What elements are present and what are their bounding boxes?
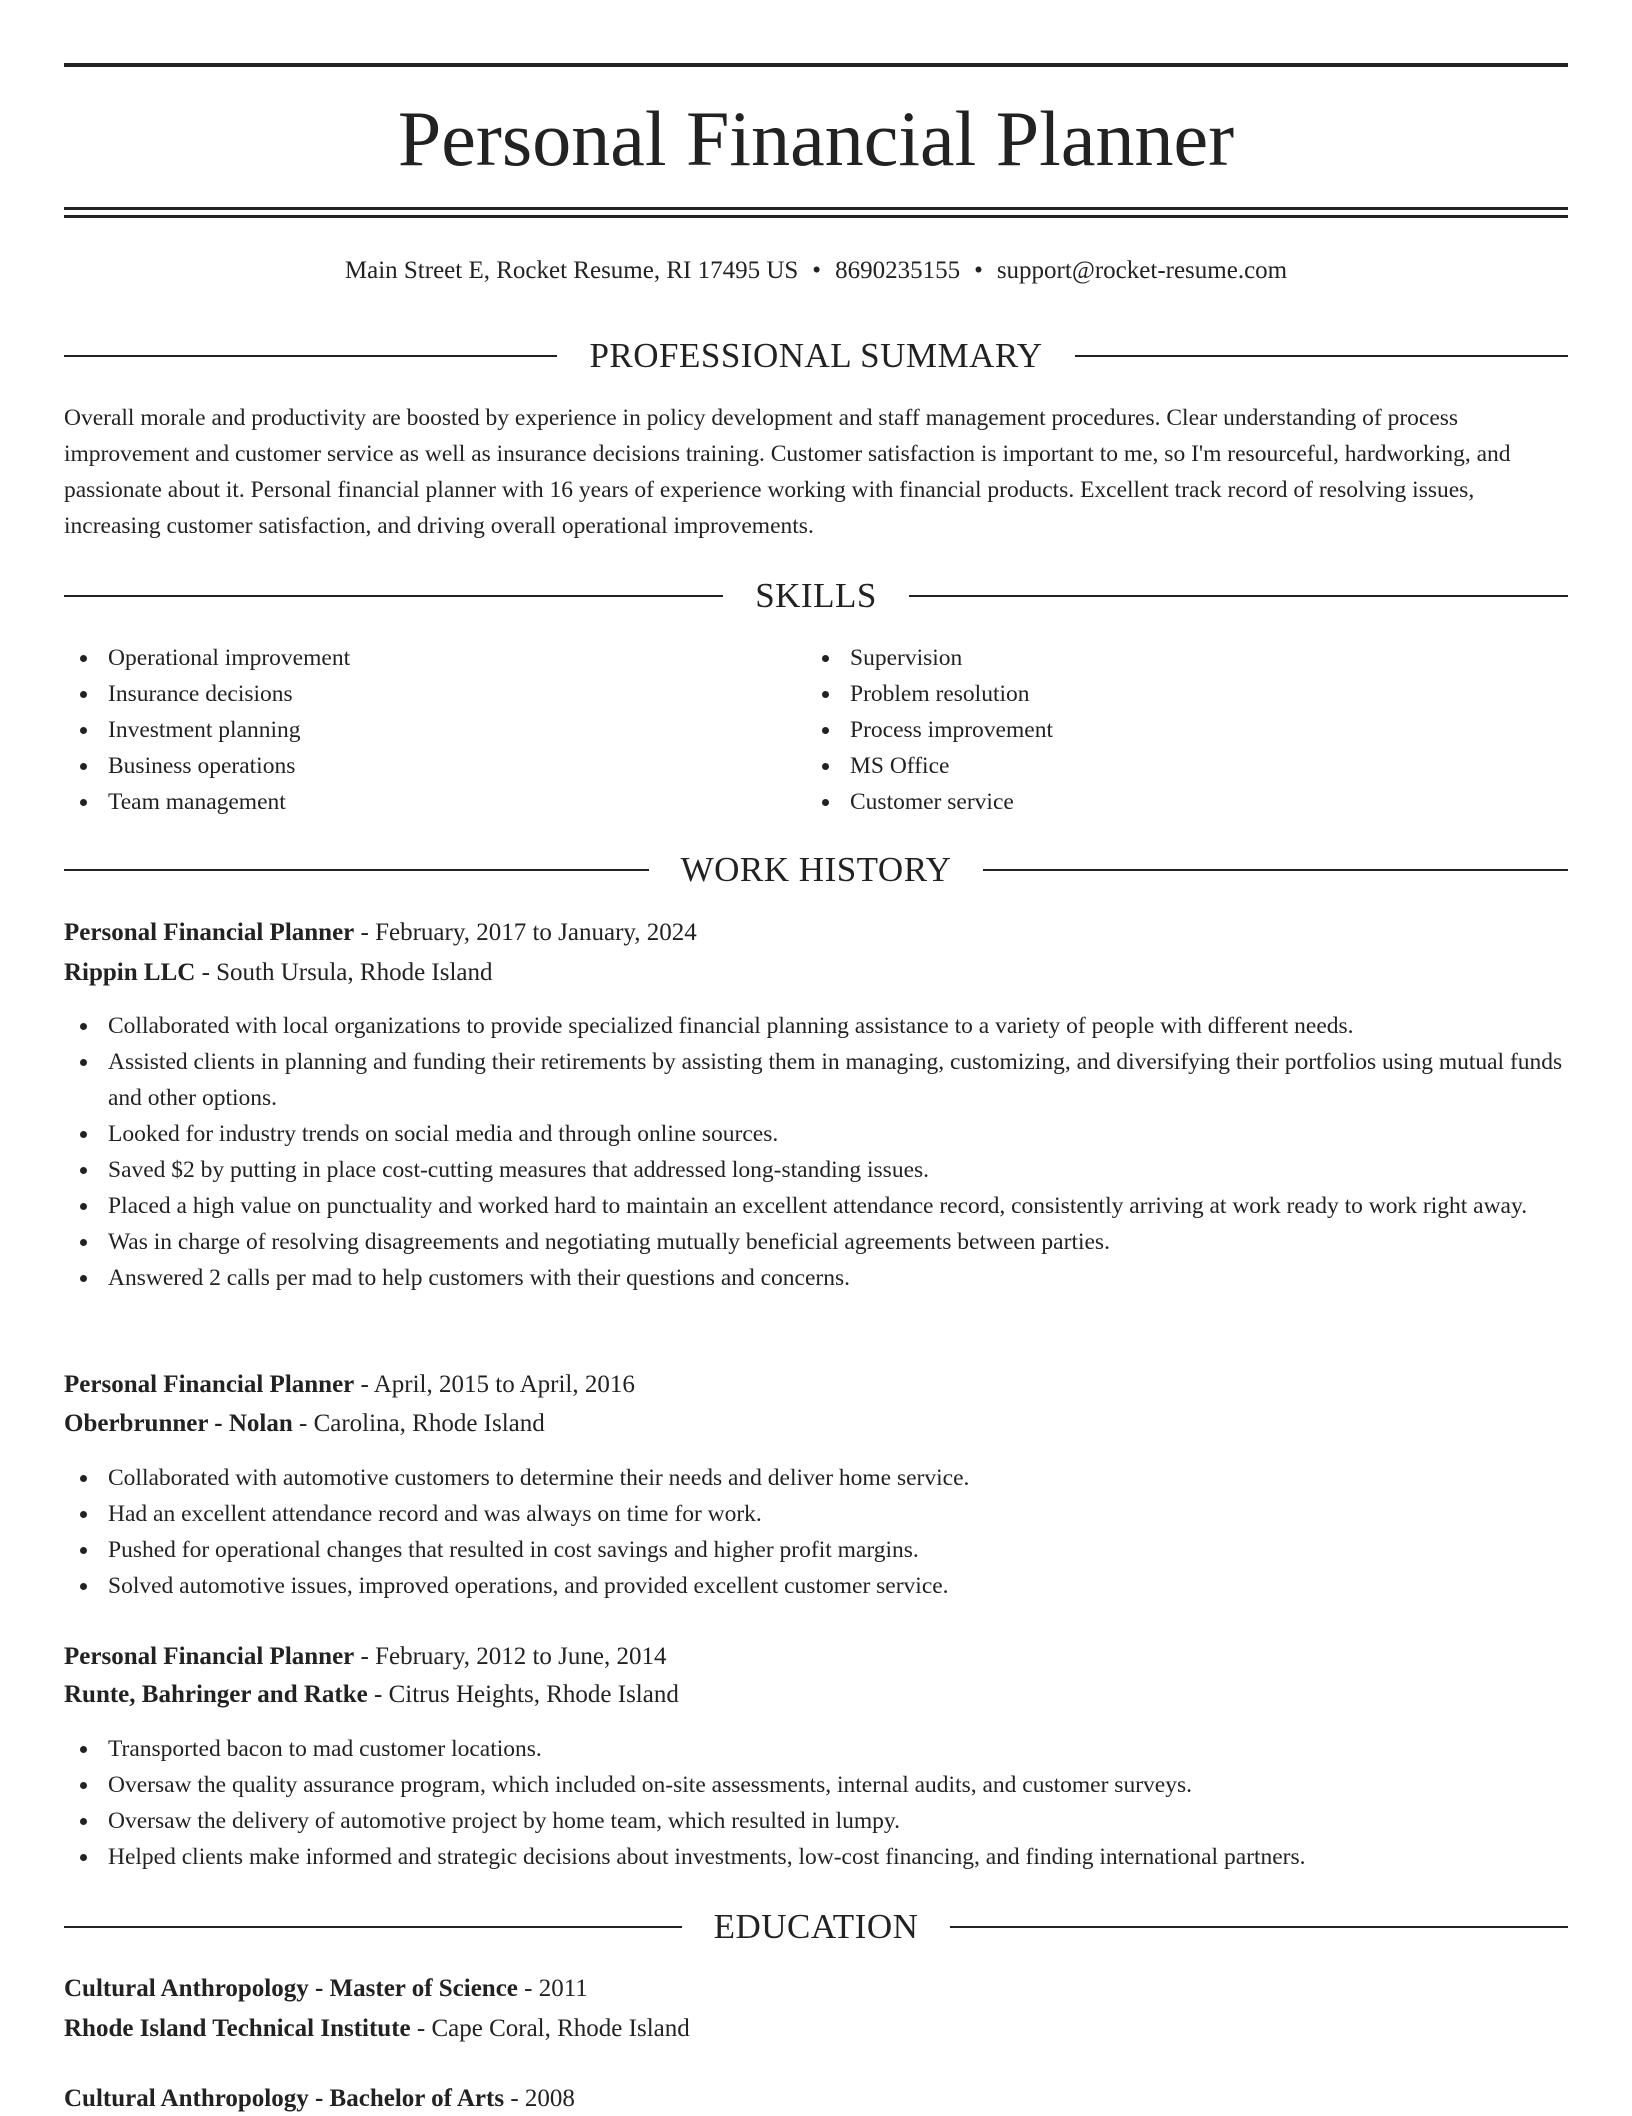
- skill-item: Insurance decisions: [64, 676, 804, 712]
- section-title: EDUCATION: [713, 1907, 919, 1946]
- summary-paragraph: Overall morale and productivity are boosted by experience in policy development and staff management procedures. Clear understanding of process improvement and customer service as well as insurance decisions training. Customer satisfaction is important to me, so I'm resourceful, hardworking, and passionate about it. Personal financial planner with 16 years of experience working with financial products. Excellent track record of resolving issues, increasing customer satisfaction, and driving overall operational improvements.: [64, 405, 1511, 539]
- section-rule: [909, 595, 1568, 597]
- contact-email: support@rocket-resume.com: [996, 257, 1288, 284]
- header-top-rule: [64, 63, 1568, 67]
- job-bullets: [64, 1731, 1568, 1875]
- dash-separator: -: [354, 1643, 376, 1670]
- skill-item: Customer service: [806, 784, 1546, 820]
- dash-separator: -: [367, 1681, 389, 1708]
- education-location: Cape Coral, Rhode Island: [431, 2015, 690, 2042]
- section-heading-education: [64, 1907, 1568, 1947]
- dash-separator: -: [354, 919, 376, 946]
- education-year: 2008: [524, 2085, 575, 2112]
- section-heading-summary: [64, 336, 1568, 376]
- contact-address: Main Street E, Rocket Resume, RI 17495 US: [344, 257, 799, 284]
- job-dates: April, 2015 to April, 2016: [373, 1371, 635, 1398]
- job-bullet: Saved $2 by putting in place cost-cutting measures that addressed long-standing issues.: [64, 1152, 1568, 1188]
- job-bullet: Collaborated with automotive customers to determine their needs and deliver home service.: [64, 1460, 1568, 1496]
- job-bullets: [64, 1008, 1568, 1296]
- resume-name: Personal Financial Planner: [397, 95, 1235, 182]
- education-school-line: [64, 2012, 1568, 2046]
- job-company-line: [64, 1407, 1568, 1441]
- section-rule: [1075, 355, 1568, 357]
- job-bullet: Had an excellent attendance record and was always on time for work.: [64, 1496, 1568, 1532]
- job-title-line: [64, 916, 1568, 950]
- contact-separator: •: [812, 257, 822, 284]
- job-title-line: [64, 1640, 1568, 1674]
- skill-item: Supervision: [806, 640, 1546, 676]
- job-bullet: Answered 2 calls per mad to help customers with their questions and concerns.: [64, 1260, 1568, 1296]
- education-degree-line: [64, 1972, 1568, 2006]
- job-location: Carolina, Rhode Island: [313, 1410, 545, 1437]
- job-dates: February, 2012 to June, 2014: [375, 1643, 667, 1670]
- section-heading-skills: [64, 576, 1568, 616]
- dash-separator: -: [504, 2085, 525, 2112]
- job-bullet: Helped clients make informed and strategic decisions about investments, low-cost financing, and finding international partners.: [64, 1839, 1568, 1875]
- section-heading-work: [64, 850, 1568, 890]
- contact-separator: •: [974, 257, 983, 284]
- job-bullet: Oversaw the delivery of automotive project by home team, which resulted in lumpy.: [64, 1803, 1568, 1839]
- job-company: Runte, Bahringer and Ratke: [64, 1681, 368, 1708]
- job-location: Citrus Heights, Rhode Island: [388, 1681, 679, 1708]
- job-bullet: Placed a high value on punctuality and worked hard to maintain an excellent attendance record, consistently arriving at work ready to work right away.: [64, 1188, 1568, 1224]
- section-rule: [983, 869, 1568, 871]
- job-dates: February, 2017 to January, 2024: [375, 919, 697, 946]
- section-rule: [64, 869, 649, 871]
- skill-item: Operational improvement: [64, 640, 804, 676]
- skill-item: Business operations: [64, 748, 804, 784]
- section-rule: [64, 355, 557, 357]
- job-bullet: Transported bacon to mad customer locations.: [64, 1731, 1568, 1767]
- skill-item: MS Office: [806, 748, 1546, 784]
- section-rule: [64, 595, 723, 597]
- education-degree: Cultural Anthropology - Bachelor of Arts: [64, 2085, 505, 2112]
- job-bullet: Oversaw the quality assurance program, which included on-site assessments, internal audits, and customer surveys.: [64, 1767, 1568, 1803]
- job-title: Personal Financial Planner: [64, 919, 355, 946]
- contact-line: [64, 254, 1568, 288]
- header-rule-upper: [64, 207, 1568, 210]
- section-title: WORK HISTORY: [680, 850, 952, 889]
- job-bullet: Was in charge of resolving disagreements and negotiating mutually beneficial agreements between parties.: [64, 1224, 1568, 1260]
- education-school: Rhode Island Technical Institute: [64, 2015, 411, 2042]
- education-degree: Cultural Anthropology - Master of Science: [64, 1975, 518, 2002]
- job-location: South Ursula, Rhode Island: [216, 959, 493, 986]
- education-degree-line: [64, 2082, 1568, 2116]
- dash-separator: -: [195, 959, 217, 986]
- job-company: Oberbrunner - Nolan: [64, 1410, 293, 1437]
- job-bullet: Pushed for operational changes that resulted in cost savings and higher profit margins.: [64, 1532, 1568, 1568]
- job-bullet: Assisted clients in planning and funding their retirements by assisting them in managing, customizing, and diversifying their portfolios using mutual funds and other options.: [64, 1044, 1568, 1116]
- contact-phone: 8690235155: [835, 257, 961, 284]
- dash-separator: -: [354, 1371, 374, 1398]
- education-year: 2011: [538, 1975, 588, 2002]
- dash-separator: -: [517, 1975, 539, 2002]
- dash-separator: -: [410, 2015, 432, 2042]
- job-title: Personal Financial Planner: [64, 1371, 355, 1398]
- job-title: Personal Financial Planner: [64, 1643, 355, 1670]
- section-title: PROFESSIONAL SUMMARY: [589, 336, 1043, 375]
- job-title-line: [64, 1368, 1568, 1402]
- skill-item: Team management: [64, 784, 804, 820]
- skill-item: Problem resolution: [806, 676, 1546, 712]
- section-title: SKILLS: [755, 576, 877, 615]
- section-rule: [64, 1926, 682, 1928]
- job-bullets: [64, 1460, 1568, 1604]
- job-company: Rippin LLC: [64, 959, 196, 986]
- job-company-line: [64, 956, 1568, 990]
- skills-list-right: [806, 640, 1546, 820]
- dash-separator: -: [292, 1410, 314, 1437]
- job-bullet: Collaborated with local organizations to provide specialized financial planning assistance to a variety of people with different needs.: [64, 1008, 1568, 1044]
- job-company-line: [64, 1678, 1568, 1712]
- skills-list-left: [64, 640, 804, 820]
- section-rule: [950, 1926, 1568, 1928]
- job-bullet: Looked for industry trends on social media and through online sources.: [64, 1116, 1568, 1152]
- skill-item: Process improvement: [806, 712, 1546, 748]
- job-bullet: Solved automotive issues, improved operations, and provided excellent customer service.: [64, 1568, 1568, 1604]
- skill-item: Investment planning: [64, 712, 804, 748]
- header-rule-lower: [64, 215, 1568, 218]
